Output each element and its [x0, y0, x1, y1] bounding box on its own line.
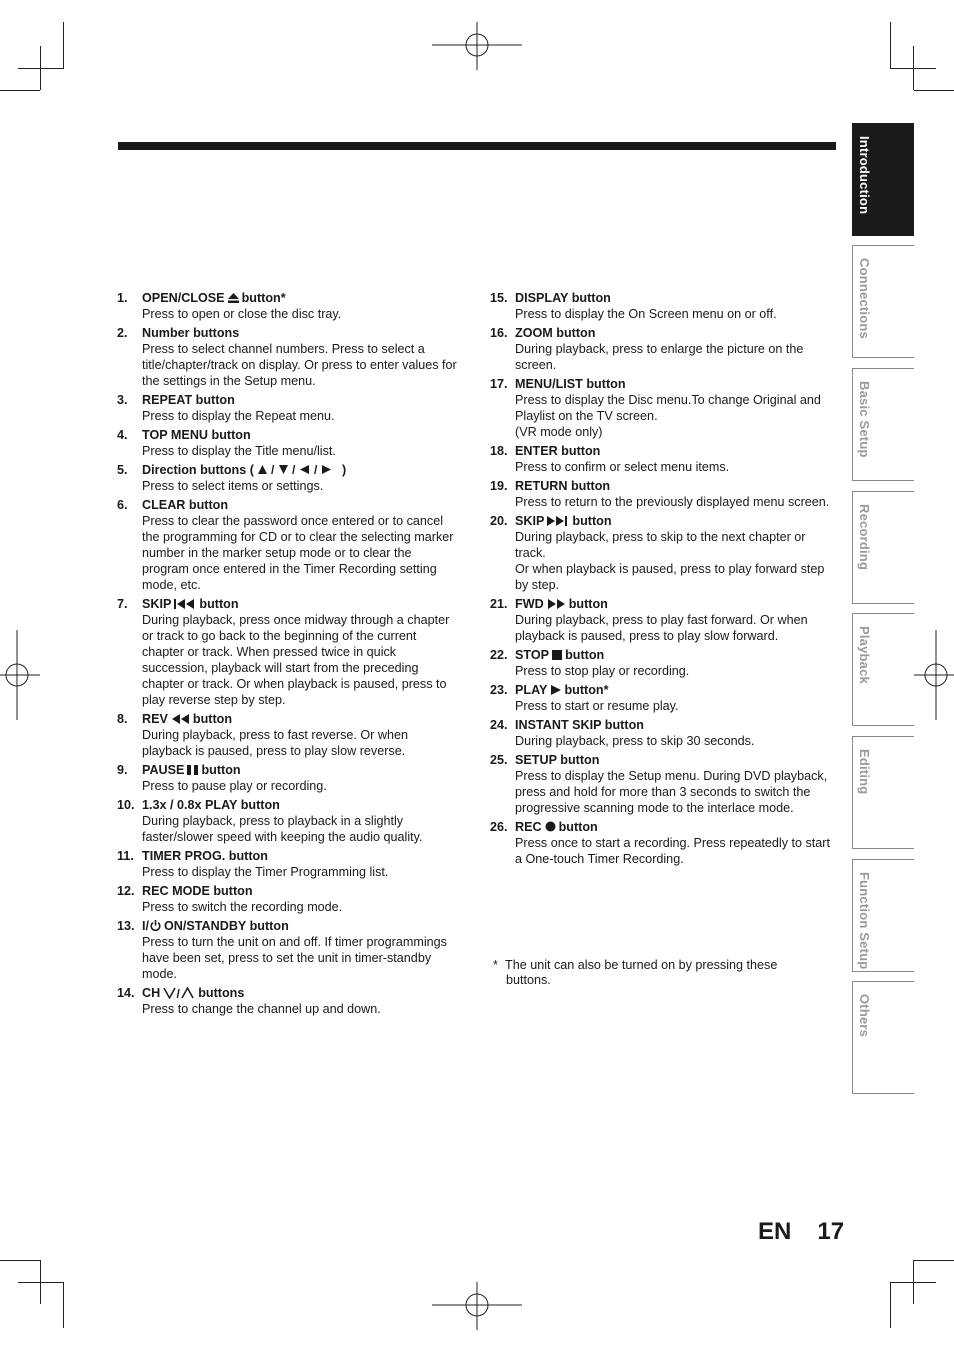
list-item: 24. INSTANT SKIP button During playback, press to skip 30 seconds.	[490, 717, 755, 748]
crop-mark	[18, 68, 64, 69]
list-item: 4. TOP MENU button Press to display the Title menu/list.	[117, 427, 336, 458]
svg-text:/: /	[176, 986, 181, 999]
play-icon	[550, 685, 561, 695]
left-column	[117, 289, 457, 1019]
list-item: 2. Number buttons Press to select channel numbers. Press to select a title/chapter/track on display. Or press to enter values for the settings in the Setup menu.	[117, 325, 457, 388]
crop-mark	[914, 90, 954, 91]
list-item: 10. 1.3x / 0.8x PLAY button During playback, press to playback in a slightly faster/slower speed with keeping the audio quality.	[117, 797, 423, 844]
registration-mark-icon	[0, 630, 40, 720]
crop-mark	[890, 22, 891, 68]
list-item: 21. FWD button During playback, press to play fast forward. Or when playback is paused, press to play slow forward.	[490, 596, 808, 643]
stop-icon	[552, 650, 562, 660]
header-rule	[118, 142, 836, 150]
direction-arrows-icon	[257, 464, 339, 475]
crop-mark	[18, 1282, 64, 1283]
tab-playback[interactable]: Playback	[852, 613, 914, 726]
tab-function-setup[interactable]: Function Setup	[852, 859, 914, 972]
tab-editing[interactable]: Editing	[852, 736, 914, 849]
tab-others[interactable]: Others	[852, 981, 914, 1094]
list-item: 17. MENU/LIST button Press to display the Disc menu.To change Original and Playlist on the TV screen. (VR mode only)	[490, 376, 821, 439]
skip-forward-icon	[547, 516, 569, 526]
list-item: 8. REV button During playback, press to fast reverse. Or when playback is paused, press to play slow reverse.	[117, 711, 408, 758]
crop-mark	[890, 1282, 936, 1283]
list-item: 19. RETURN button Press to return to the previously displayed menu screen.	[490, 478, 830, 509]
tab-recording[interactable]: Recording	[852, 491, 914, 604]
tab-connections[interactable]: Connections	[852, 245, 914, 358]
crop-mark	[63, 22, 64, 68]
tab-introduction[interactable]: Introduction	[852, 123, 914, 236]
list-item: 15. DISPLAY button Press to display the On Screen menu on or off.	[490, 290, 777, 321]
rewind-icon	[171, 714, 190, 724]
list-item: 1. OPEN/CLOSE button* Press to open or close the disc tray.	[117, 290, 342, 321]
list-item: 16. ZOOM button During playback, press to enlarge the picture on the screen.	[490, 325, 804, 372]
tab-basic-setup[interactable]: Basic Setup	[852, 368, 914, 481]
right-column	[490, 289, 838, 869]
list-item: 3. REPEAT button Press to display the Repeat menu.	[117, 392, 335, 423]
skip-back-icon	[174, 599, 196, 609]
footnote: * The unit can also be turned on by pressing these buttons.	[493, 958, 778, 987]
svg-text:/: /	[270, 464, 275, 475]
list-item: 7. SKIP button During playback, press once midway through a chapter or track to go back to the beginning of the current chapter or track. When pressed twice in quick succession, playback will start from the preceding chapter or track. Or when playback is paused, press to play reverse step by step.	[117, 596, 450, 707]
crop-mark	[0, 1260, 40, 1261]
crop-mark	[890, 68, 936, 69]
list-item: 11. TIMER PROG. button Press to display the Timer Programming list.	[117, 848, 389, 879]
crop-mark	[0, 90, 40, 91]
eject-icon	[228, 293, 239, 303]
list-item: 20. SKIP button During playback, press to skip to the next chapter or track. Or when playback is paused, press to play forward step by step.	[490, 513, 825, 592]
power-icon	[150, 920, 161, 931]
list-item: 5. Direction buttons ( / / / ) Press to select items or settings.	[117, 462, 347, 493]
crop-mark	[890, 1282, 891, 1328]
svg-text:/: /	[313, 464, 318, 475]
crop-mark	[63, 1282, 64, 1328]
record-icon	[545, 821, 556, 832]
page-number: EN 17	[758, 1218, 845, 1245]
list-item: 13. I/ ON/STANDBY button Press to turn the unit on and off. If timer programmings have been set, press to set the unit in timer-standby mode.	[117, 918, 447, 981]
registration-mark-icon	[432, 22, 522, 70]
list-item: 23. PLAY button* Press to start or resume play.	[490, 682, 679, 713]
list-item: 6. CLEAR button Press to clear the password once entered or to cancel the programming for CD or to clear the selecting marker number in the marker setup mode or to clear the program once entered in the Timer Recording setting mode, etc.	[117, 497, 454, 592]
list-item: 18. ENTER button Press to confirm or select menu items.	[490, 443, 730, 474]
pause-icon	[187, 765, 198, 775]
list-item: 9. PAUSE button Press to pause play or recording.	[117, 762, 327, 793]
svg-text:/: /	[291, 464, 296, 475]
crop-mark	[914, 1260, 954, 1261]
fast-forward-icon	[547, 599, 566, 609]
list-item: 12. REC MODE button Press to switch the recording mode.	[117, 883, 343, 914]
list-item: 26. REC button Press once to start a recording. Press repeatedly to start a One-touch Timer Recording.	[490, 819, 830, 866]
list-item: 14. CH / buttons Press to change the channel up and down.	[117, 985, 381, 1016]
registration-mark-icon	[432, 1282, 522, 1330]
registration-mark-icon	[914, 630, 954, 720]
channel-up-down-icon	[163, 987, 195, 999]
list-item: 25. SETUP button Press to display the Setup menu. During DVD playback, press and hold for more than 3 seconds to switch the progressive scanning mode to the interlace mode.	[490, 752, 828, 815]
list-item: 22. STOP button Press to stop play or recording.	[490, 647, 690, 678]
